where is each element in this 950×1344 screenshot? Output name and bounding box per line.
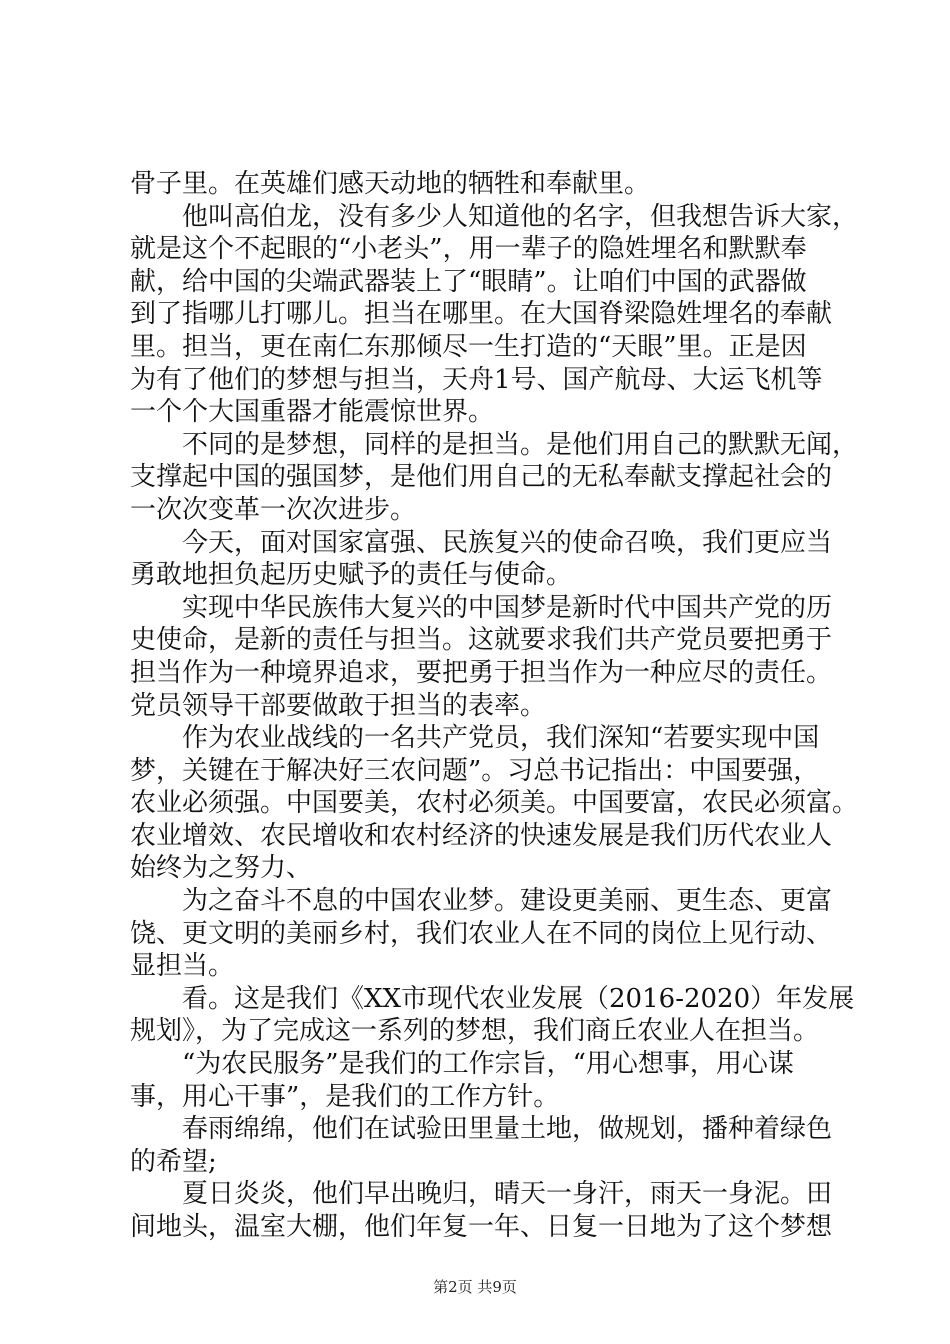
text-line: 到了指哪儿打哪儿。担当在哪里。在大国脊梁隐姓埋名的奉献 [130,299,833,330]
text-line: 就是这个不起眼的“小老头”，用一辈子的隐姓埋名和默默奉 [130,234,807,265]
text-line: 担当作为一种境界追求，要把勇于担当作为一种应尽的责任。 [130,657,833,688]
text-line: 为之奋斗不息的中国农业梦。建设更美丽、更生态、更富 [130,886,833,917]
text-line: 显担当。 [130,951,235,982]
text-line: 作为农业战线的一名共产党员，我们深知“若要实现中国 [130,723,820,754]
text-line: 史使命，是新的责任与担当。这就要求我们共产党员要把勇于 [130,625,833,656]
text-line: 里。担当，更在南仁东那倾尽一生打造的“天眼”里。正是因 [130,331,807,362]
document-body [130,168,859,1244]
text-line: 一个个大国重器才能震惊世界。 [130,397,495,428]
text-line: 不同的是梦想，同样的是担当。是他们用自己的默默无闻， [130,429,859,460]
text-line: 骨子里。在英雄们感天动地的牺牲和奉献里。 [130,169,651,199]
text-line: 为有了他们的梦想与担当，天舟1号、国产航母、大运飞机等 [130,364,823,395]
text-line: 一次次变革一次次进步。 [130,494,417,525]
text-line: 夏日炎炎，他们早出晚归，晴天一身汗，雨天一身泥。田 [130,1179,833,1210]
text-line: 支撑起中国的强国梦，是他们用自己的无私奉献支撑起社会的 [130,462,833,493]
text-line: 看。这是我们《XX市现代农业发展（2016-2020）年发展 [130,983,855,1014]
text-line: 党员领导干部要做敢于担当的表率。 [130,690,547,721]
text-line: 他叫高伯龙，没有多少人知道他的名字，但我想告诉大家， [130,201,859,232]
page-number-footer: 第2页 共9页 [433,1278,517,1296]
text-line: 农业增效、农民增收和农村经济的快速发展是我们历代农业人 [130,820,833,851]
text-line: 始终为之努力、 [130,853,313,884]
text-line: 农业必须强。中国要美，农村必须美。中国要富，农民必须富。 [130,788,859,819]
text-line: 今天，面对国家富强、民族复兴的使命召唤，我们更应当 [130,527,833,558]
text-line: 献，给中国的尖端武器装上了“眼睛”。让咱们中国的武器做 [130,266,807,297]
text-line: 春雨绵绵，他们在试验田里量土地，做规划，播种着绿色 [130,1114,833,1145]
text-line: 实现中华民族伟大复兴的中国梦是新时代中国共产党的历 [130,592,833,623]
text-line: 的希望; [130,1146,217,1177]
text-line: “为农民服务”是我们的工作宗旨，“用心想事，用心谋 [130,1049,794,1080]
text-line: 事，用心干事”，是我们的工作方针。 [130,1081,560,1112]
text-line: 间地头，温室大棚，他们年复一年、日复一日地为了这个梦想 [130,1212,833,1242]
text-line: 梦，关键在于解决好三农问题”。习总书记指出：中国要强， [130,755,820,786]
text-line: 饶、更文明的美丽乡村，我们农业人在不同的岗位上见行动、 [130,918,833,949]
text-line: 规划》，为了完成这一系列的梦想，我们商丘农业人在担当。 [130,1016,820,1047]
text-line: 勇敢地担负起历史赋予的责任与使命。 [130,560,573,591]
